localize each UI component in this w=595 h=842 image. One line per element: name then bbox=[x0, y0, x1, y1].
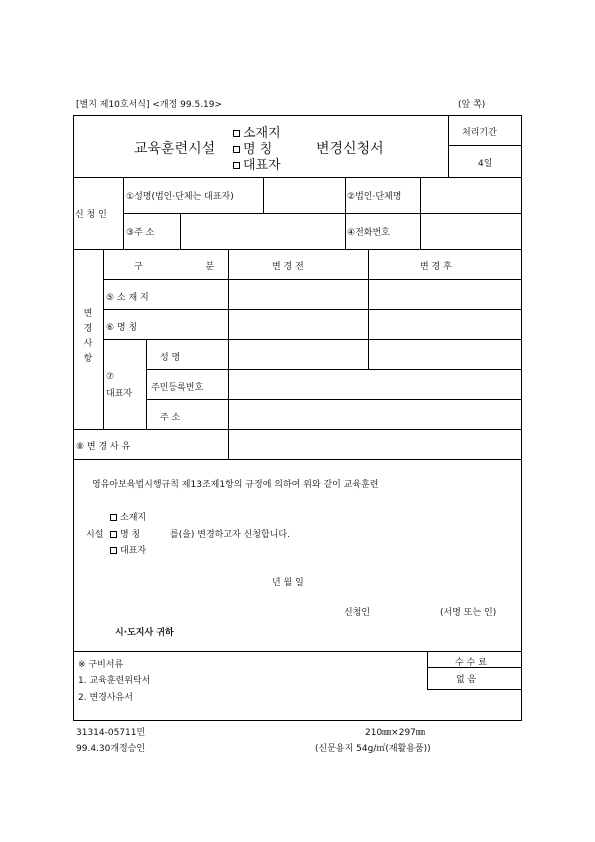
signature-label: (서명 또는 인) bbox=[440, 608, 497, 618]
col-after-header: 변 경 후 bbox=[420, 262, 452, 272]
footer-code: 31314-05711민 bbox=[76, 728, 146, 738]
documents-title: ※ 구비서류 bbox=[78, 660, 124, 670]
page-side: (앞 쪽) bbox=[458, 100, 486, 110]
title-option-location[interactable]: 소재지 bbox=[233, 122, 281, 141]
row-location-label: ⑤ 소 재 지 bbox=[106, 293, 149, 303]
statement-middle: 를(을) 변경하고자 신청합니다. bbox=[170, 530, 290, 540]
form-title-prefix: 교육훈련시설 bbox=[134, 141, 216, 157]
applicant-sign-label: 신청인 bbox=[344, 608, 371, 618]
title-option-name[interactable]: 명 칭 bbox=[233, 138, 272, 157]
applicant-corp-label: ②법인·단체명 bbox=[347, 192, 402, 202]
rep-row-address: 주 소 bbox=[160, 413, 181, 423]
form-title-suffix: 변경신청서 bbox=[316, 141, 384, 157]
document-item: 1. 교육훈련위탁서 bbox=[78, 676, 151, 686]
statement-prefix: 시설 bbox=[86, 530, 104, 540]
location-after-field[interactable] bbox=[369, 280, 521, 309]
footer-paper-type: (신문용지 54g/㎡(재활용품)) bbox=[315, 744, 431, 754]
checkbox-icon bbox=[233, 162, 240, 169]
rep-number-label: ⑦ bbox=[106, 372, 115, 382]
rep-row-name: 성 명 bbox=[160, 353, 181, 363]
location-before-field[interactable] bbox=[229, 280, 368, 309]
statement-option-name[interactable]: 명 칭 bbox=[110, 527, 140, 540]
applicant-section-label: 신 청 인 bbox=[75, 210, 107, 220]
form-number: [별지 제10호서식] <개정 99.5.19> bbox=[76, 100, 223, 110]
checkbox-icon bbox=[233, 130, 240, 137]
title-option-representative[interactable]: 대표자 bbox=[233, 154, 281, 173]
reason-field[interactable] bbox=[229, 430, 521, 459]
fee-value: 없 음 bbox=[456, 675, 477, 685]
processing-period-value: 4일 bbox=[478, 159, 493, 169]
changes-section-label: 변경사항 bbox=[83, 309, 93, 364]
rep-label: 대표자 bbox=[106, 389, 133, 399]
col-before-header: 변 경 전 bbox=[272, 262, 304, 272]
fee-label: 수 수 료 bbox=[455, 658, 487, 668]
footer-approval: 99.4.30개정승인 bbox=[76, 744, 146, 754]
addressee: 시·도지사 귀하 bbox=[115, 628, 174, 638]
statement-option-representative[interactable]: 대표자 bbox=[110, 543, 146, 556]
row-name-label: ⑥ 명 칭 bbox=[106, 323, 138, 333]
applicant-address-label: ③주 소 bbox=[126, 228, 155, 238]
footer-paper-size: 210㎜×297㎜ bbox=[365, 728, 425, 738]
document-item: 2. 변경사유서 bbox=[78, 693, 133, 703]
checkbox-icon bbox=[110, 514, 117, 521]
col-category-header: 구 분 bbox=[134, 262, 245, 272]
applicant-phone-label: ④전화번호 bbox=[347, 228, 390, 238]
processing-period-label: 처리기간 bbox=[462, 128, 497, 138]
checkbox-icon bbox=[233, 146, 240, 153]
checkbox-icon bbox=[110, 547, 117, 554]
checkbox-icon bbox=[110, 531, 117, 538]
name-before-field[interactable] bbox=[229, 310, 368, 339]
statement-option-location[interactable]: 소재지 bbox=[110, 510, 146, 523]
applicant-name-label: ①성명(법인·단체는 대표자) bbox=[126, 192, 234, 202]
rep-row-id: 주민등록번호 bbox=[151, 383, 204, 393]
statement-line1: 영유아보육법시행규칙 제13조제1항의 규정에 의하여 위와 같이 교육훈련 bbox=[92, 480, 379, 490]
reason-label: ⑧ 변 경 사 유 bbox=[76, 442, 131, 452]
name-after-field[interactable] bbox=[369, 310, 521, 339]
date-line: 년 월 일 bbox=[272, 578, 304, 588]
